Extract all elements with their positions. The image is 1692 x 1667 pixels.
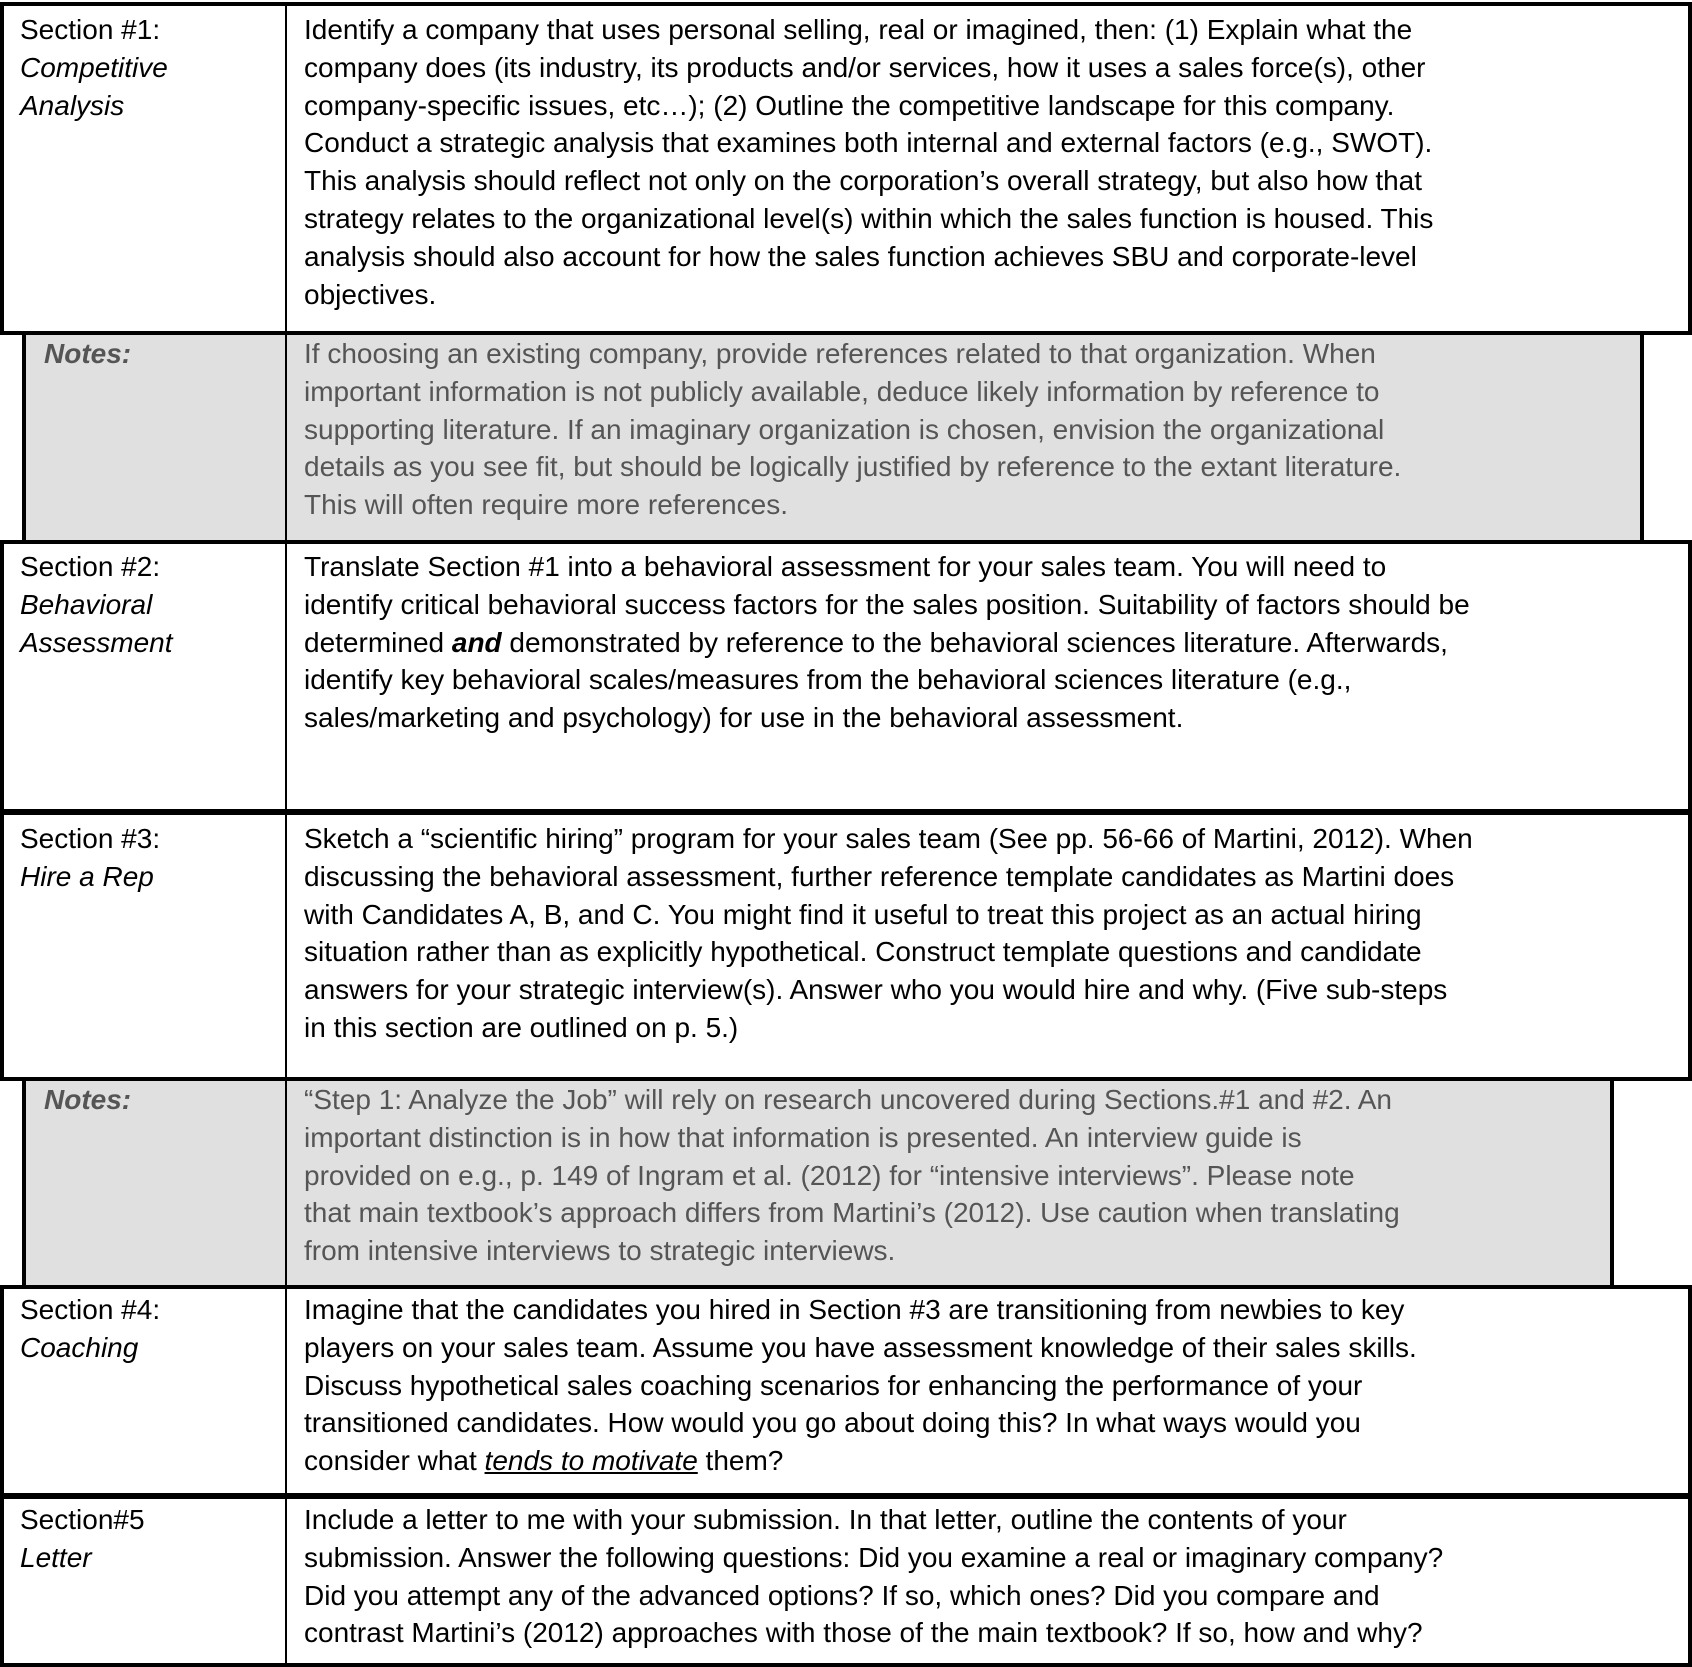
notes-line: If choosing an existing company, provide references related to that organization. When [304,338,1376,369]
body-line [304,1442,1417,1480]
section-number: Section #4: [20,1294,161,1325]
section-3-block [0,811,1692,1081]
text-run: consider what [304,1445,485,1477]
section-title-line: Hire a Rep [20,860,154,892]
notes-line: provided on e.g., p. 149 of Ingram et al. (2012) for “intensive interviews”. Please note [304,1159,1355,1191]
body-line: discussing the behavioral assessment, further reference template candidates as Martini does [304,860,1455,892]
text-run: demonstrated by reference to the behavioral sciences literature. Afterwards, [501,626,1448,658]
body-line: Imagine that the candidates you hired in Section #3 are transitioning from newbies to key [304,1294,1405,1325]
notes-label: Notes: [44,1084,132,1115]
section-label [20,820,160,896]
column-divider [285,815,287,1077]
section-5-block [0,1495,1692,1667]
section-4-block [0,1285,1692,1497]
body-line: analysis should also account for how the sales function achieves SBU and corporate-level [304,240,1417,272]
notes-line: This will often require more references. [304,489,788,521]
section-number: Section #3: [20,823,161,854]
body-line: Sketch a “scientific hiring” program for your sales team (See pp. 56-66 of Martini, 2012). When [304,823,1473,854]
body-line: strategy relates to the organizational level(s) within which the sales function is housed. This [304,202,1434,234]
section-label [20,1291,160,1367]
body-line: sales/marketing and psychology) for use in the behavioral assessment. [304,702,1184,734]
section-label [20,548,173,661]
body-line: contrast Martini’s (2012) approaches with those of the main textbook? If so, how and why? [304,1617,1423,1649]
body-line: with Candidates A, B, and C. You might find it useful to treat this project as an actual hiring [304,898,1422,930]
section-body [304,548,1470,737]
section-1-block [0,2,1692,335]
notes-line: from intensive interviews to strategic interviews. [304,1235,896,1267]
notes-body [304,1081,1400,1270]
section-title-line: Behavioral [20,588,153,620]
body-line: company does (its industry, its products and/or services, how it uses a sales force(s), other [304,51,1426,83]
section-2-block [0,540,1692,813]
body-line: players on your sales team. Assume you have assessment knowledge of their sales skills. [304,1331,1417,1363]
body-line: objectives. [304,278,437,310]
notes-line: details as you see fit, but should be logically justified by reference to the extant literature. [304,451,1402,483]
body-line: Did you attempt any of the advanced options? If so, which ones? Did you compare and [304,1579,1380,1611]
body-line: in this section are outlined on p. 5.) [304,1011,739,1043]
section-title-line: Letter [20,1541,92,1573]
section-label [20,1501,145,1577]
section-title-line: Analysis [20,89,125,121]
body-line [304,624,1470,662]
body-line: Translate Section #1 into a behavioral assessment for your sales team. You will need to [304,551,1387,582]
body-line: Conduct a strategic analysis that examines both internal and external factors (e.g., SWOT). [304,127,1433,159]
body-line: Include a letter to me with your submission. In that letter, outline the contents of your [304,1504,1347,1535]
emphasis-tends-to-motivate: tends to motivate [484,1445,698,1477]
notes-1-block [22,335,1644,542]
column-divider [285,6,287,331]
body-line: Discuss hypothetical sales coaching scenarios for enhancing the performance of your [304,1369,1363,1401]
notes-line: important distinction is in how that information is presented. An interview guide is [304,1121,1302,1153]
section-title-line: Coaching [20,1331,139,1363]
notes-line: that main textbook’s approach differs from Martini’s (2012). Use caution when translating [304,1197,1400,1229]
emphasis-and: and [451,626,502,658]
text-run: determined [304,626,452,658]
notes-label: Notes: [44,338,132,369]
notes-body [304,335,1401,524]
section-number: Section #2: [20,551,161,582]
section-number: Section#5 [20,1504,145,1535]
column-divider [285,1081,287,1287]
notes-line: “Step 1: Analyze the Job” will rely on research uncovered during Sections.#1 and #2. An [304,1084,1392,1115]
column-divider [285,1289,287,1493]
notes-2-block [22,1081,1614,1287]
text-run: them? [697,1445,784,1477]
section-title-line: Assessment [20,626,173,658]
body-line: identify key behavioral scales/measures from the behavioral sciences literature (e.g., [304,664,1352,696]
body-line: transitioned candidates. How would you go about doing this? In what ways would you [304,1407,1361,1439]
section-number: Section #1: [20,14,161,45]
section-body [304,1291,1417,1480]
section-body [304,820,1473,1047]
section-body [304,1501,1443,1652]
notes-line: important information is not publicly available, deduce likely information by reference to [304,375,1380,407]
body-line: answers for your strategic interview(s). Answer who you would hire and why. (Five sub-steps [304,974,1448,1006]
body-line: situation rather than as explicitly hypothetical. Construct template questions and candidate [304,936,1422,968]
column-divider [285,1499,287,1663]
body-line: Identify a company that uses personal selling, real or imagined, then: (1) Explain what the [304,14,1413,45]
section-title-line: Competitive [20,51,168,83]
body-line: company-specific issues, etc…); (2) Outline the competitive landscape for this company. [304,89,1395,121]
body-line: submission. Answer the following questions: Did you examine a real or imaginary company? [304,1541,1444,1573]
section-label [20,11,168,124]
notes-line: supporting literature. If an imaginary organization is chosen, envision the organizational [304,413,1385,445]
column-divider [285,335,287,542]
body-line: This analysis should reflect not only on the corporation’s overall strategy, but also how that [304,165,1423,197]
section-body [304,11,1433,313]
body-line: identify critical behavioral success factors for the sales position. Suitability of factors should be [304,588,1470,620]
column-divider [285,544,287,809]
